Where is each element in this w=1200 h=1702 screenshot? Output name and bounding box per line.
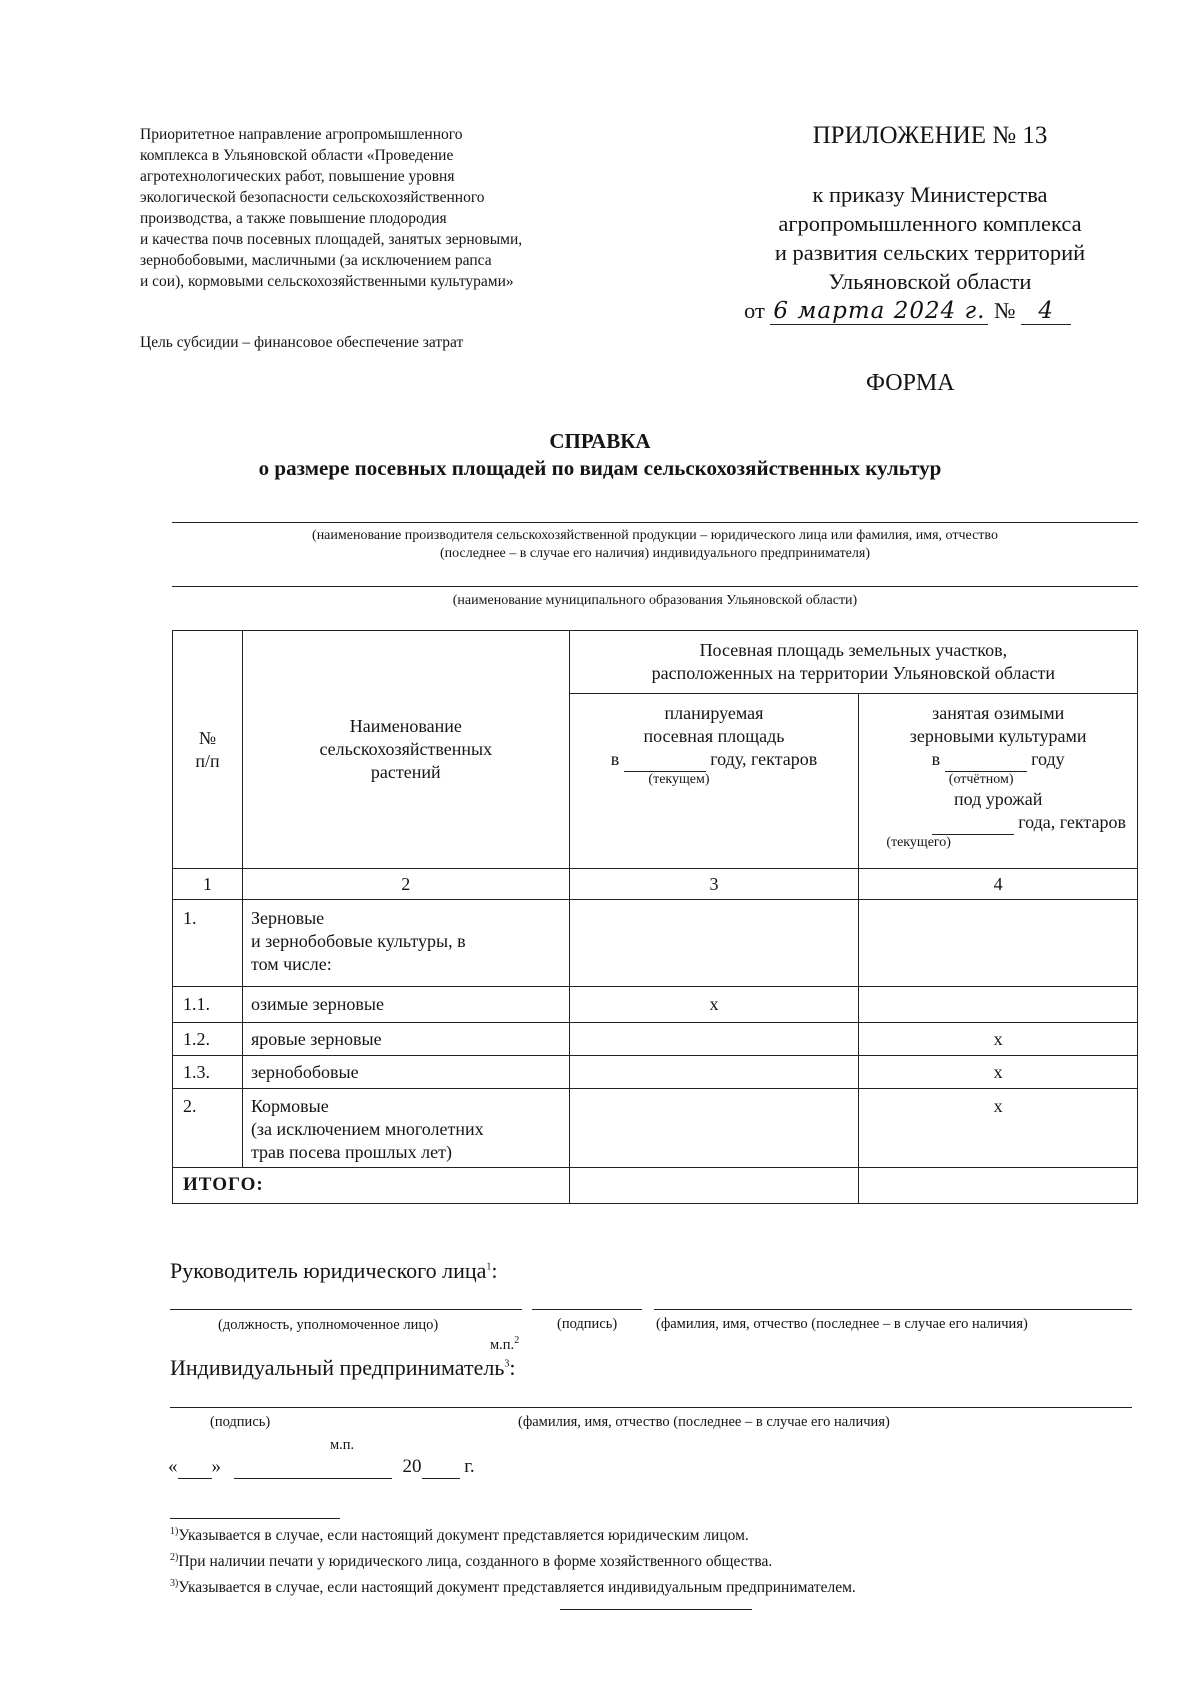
year-suffix: г. [464, 1456, 475, 1477]
municipality-line[interactable] [172, 586, 1138, 587]
producer-caption-line: (наименование производителя сельскохозяйственной продукции – юридического лица или фамилия, имя, отчество [312, 528, 998, 543]
header-winter-year-line [860, 748, 1136, 772]
total-winter-cell[interactable] [859, 1168, 1138, 1204]
footnote-text: Указывается в случае, если настоящий документ представляется юридическим лицом. [178, 1527, 749, 1545]
row-number: 2. [173, 1089, 243, 1168]
column-number-cell: 1 [173, 869, 243, 900]
intro-line: и качества почв посевных площадей, занятых зерновыми, [140, 231, 523, 248]
entrepreneur-line[interactable] [170, 1407, 1132, 1408]
winter-area-cell[interactable] [859, 900, 1138, 987]
document-title-block [0, 428, 1200, 482]
header-area-line: расположенных на территории Ульяновской области [651, 663, 1055, 683]
footnotes [170, 1521, 856, 1599]
row-number: 1.2. [173, 1023, 243, 1056]
handwritten-number: 4 [1021, 298, 1071, 325]
crop-name-line: и зернобобовые культуры, в [250, 931, 466, 951]
fio-caption: (фамилия, имя, отчество (последнее – в случае его наличия) [656, 1316, 1028, 1332]
crop-name-line: Кормовые [250, 1096, 329, 1116]
column-number-cell: 3 [569, 869, 859, 900]
row-crop-name [242, 900, 569, 987]
municipality-caption: (наименование муниципального образования Ульяновской области) [452, 593, 858, 608]
order-date-line [730, 296, 1130, 326]
header-crop-name [242, 631, 569, 869]
header-planned-area [569, 694, 859, 869]
intro-line: экологической безопасности сельскохозяйственного [140, 189, 485, 206]
producer-caption [172, 527, 1138, 563]
quote-close: » [211, 1456, 221, 1477]
header-winter-line: занятая озимыми [932, 703, 1065, 723]
table-row [173, 1023, 1138, 1056]
day-blank[interactable] [178, 1456, 212, 1479]
planned-area-cell[interactable] [569, 1089, 859, 1168]
intro-line: агротехнологических работ, повышение уровня [140, 168, 455, 185]
fio-line[interactable] [654, 1309, 1132, 1310]
harvest-year-line [860, 811, 1136, 835]
seal-label: м.п. [490, 1336, 515, 1353]
year-blank[interactable] [932, 811, 1014, 835]
footnote [170, 1573, 856, 1599]
signature-caption: (подпись) [210, 1414, 271, 1430]
intro-line: и сои), кормовыми сельскохозяйственными культурами» [140, 273, 514, 290]
footnote [170, 1521, 856, 1547]
current-note: (текущего) [886, 835, 951, 850]
number-prefix: № [994, 298, 1016, 323]
footnote-mark: 3) [170, 1578, 179, 1590]
year-suffix: года, гектаров [1018, 812, 1126, 832]
header-number [173, 631, 243, 869]
winter-area-cell: х [859, 1023, 1138, 1056]
footnote-ref: 3 [504, 1358, 510, 1370]
entrepreneur-label: Индивидуальный предприниматель [170, 1355, 505, 1380]
harvest-line: под урожай [953, 789, 1043, 809]
intro-line: зернобобовыми, масличными (за исключением рапса [140, 252, 492, 269]
column-number-cell: 2 [242, 869, 569, 900]
planned-area-cell[interactable] [569, 1023, 859, 1056]
footnote-mark: 1) [170, 1526, 179, 1537]
legal-head-heading [170, 1258, 498, 1284]
row-crop-name [242, 1089, 569, 1168]
year-suffix: году, гектаров [710, 749, 818, 769]
header-number-abbr: п/п [195, 750, 220, 771]
colon: : [509, 1355, 516, 1380]
crop-name-line: (за исключением многолетних [250, 1119, 484, 1139]
crop-name-line: Зерновые [250, 908, 325, 928]
row-number: 1.1. [173, 987, 243, 1023]
document-title: СПРАВКА [549, 429, 651, 453]
signature-caption: (подпись) [557, 1316, 618, 1332]
row-crop-name: зернобобовые [242, 1056, 569, 1089]
month-blank[interactable] [234, 1456, 392, 1479]
program-description [140, 124, 660, 292]
winter-area-cell: х [859, 1089, 1138, 1168]
column-number-cell: 4 [859, 869, 1138, 900]
document-subtitle: о размере посевных площадей по видам сельскохозяйственных культур [258, 456, 942, 480]
planned-area-cell[interactable] [569, 900, 859, 987]
appendix-order-ref [730, 180, 1130, 296]
crop-name-line: трав посева прошлых лет) [250, 1142, 452, 1162]
signature-line[interactable] [532, 1309, 642, 1310]
quote-open: « [168, 1456, 178, 1477]
footnote [170, 1547, 856, 1573]
header-crop-line: растений [370, 762, 441, 782]
current-note: (текущем) [648, 772, 710, 787]
footnote-mark: 2) [170, 1552, 179, 1564]
header-planned-line: планируемая [664, 703, 764, 723]
appendix-line: Ульяновской области [828, 269, 1032, 294]
appendix-line: и развития сельских территорий [774, 240, 1086, 265]
header-sown-area [569, 631, 1137, 694]
handwritten-date: 6 марта 2024 г. [770, 298, 988, 325]
planned-area-cell[interactable] [569, 1056, 859, 1089]
header-crop-line: сельскохозяйственных [319, 739, 493, 759]
intro-line: комплекса в Ульяновской области «Проведение [140, 147, 454, 164]
producer-caption-line: (последнее – в случае его наличия) индивидуального предпринимателя) [440, 546, 870, 561]
row-crop-name: озимые зерновые [242, 987, 569, 1023]
sown-area-table [172, 630, 1138, 1204]
header-winter-area [859, 694, 1138, 869]
in-word: в [931, 749, 941, 769]
reporting-note: (отчётном) [948, 772, 1014, 787]
header-crop-line: Наименование [349, 716, 462, 736]
entrepreneur-heading [170, 1355, 516, 1381]
appendix-header [730, 122, 1130, 326]
year-blank[interactable] [945, 748, 1027, 772]
table-row [173, 1089, 1138, 1168]
header-winter-line: зерновыми культурами [909, 726, 1087, 746]
row-number: 1.3. [173, 1056, 243, 1089]
total-row [173, 1168, 1138, 1204]
date-fill-line [168, 1456, 475, 1479]
subsidy-goal: Цель субсидии – финансовое обеспечение затрат [140, 334, 464, 351]
position-line[interactable] [170, 1309, 522, 1310]
fio-caption: (фамилия, имя, отчество (последнее – в случае его наличия) [518, 1414, 890, 1430]
table-row [173, 1056, 1138, 1089]
end-separator [560, 1609, 752, 1610]
row-number: 1. [173, 900, 243, 987]
winter-area-cell[interactable] [859, 987, 1138, 1023]
seal-label: м.п. [330, 1437, 355, 1453]
footnote-separator [170, 1518, 340, 1519]
crop-name-line: том числе: [250, 954, 332, 974]
year-prefix: 20 [402, 1456, 422, 1477]
table-row [173, 987, 1138, 1023]
producer-name-line[interactable] [172, 522, 1138, 523]
header-area-line: Посевная площадь земельных участков, [699, 640, 1008, 660]
intro-line: производства, а также повышение плодородия [140, 210, 447, 227]
position-caption: (должность, уполномоченное лицо) [218, 1317, 439, 1333]
table-row [173, 900, 1138, 987]
colon: : [491, 1258, 498, 1283]
footnote-ref: 2 [514, 1335, 520, 1346]
footnote-text: Указывается в случае, если настоящий документ представляется индивидуальным предпринимателем. [178, 1579, 856, 1597]
footnote-text: При наличии печати у юридического лица, созданного в форме хозяйственного общества. [178, 1553, 773, 1571]
footnote-ref: 1 [486, 1261, 492, 1273]
planned-area-cell: х [569, 987, 859, 1023]
appendix-title: ПРИЛОЖЕНИЕ № 13 [812, 122, 1048, 149]
in-word: в [610, 749, 620, 769]
header-planned-year-line [571, 748, 858, 772]
year-blank[interactable] [624, 748, 706, 772]
year-suffix: году [1031, 749, 1065, 769]
total-planned-cell[interactable] [569, 1168, 859, 1204]
winter-area-cell: х [859, 1056, 1138, 1089]
row-crop-name: яровые зерновые [242, 1023, 569, 1056]
date-prefix: от [744, 298, 765, 323]
intro-line: Приоритетное направление агропромышленного [140, 126, 463, 143]
total-label: ИТОГО: [173, 1168, 570, 1204]
appendix-line: агропромышленного комплекса [778, 211, 1082, 236]
year-blank[interactable] [422, 1456, 460, 1479]
appendix-line: к приказу Министерства [812, 182, 1048, 207]
header-planned-line: посевная площадь [643, 726, 785, 746]
form-label: ФОРМА [866, 370, 955, 396]
seal-place [490, 1335, 519, 1354]
header-number-sign: № [198, 727, 217, 748]
legal-head-label: Руководитель юридического лица [170, 1258, 487, 1283]
